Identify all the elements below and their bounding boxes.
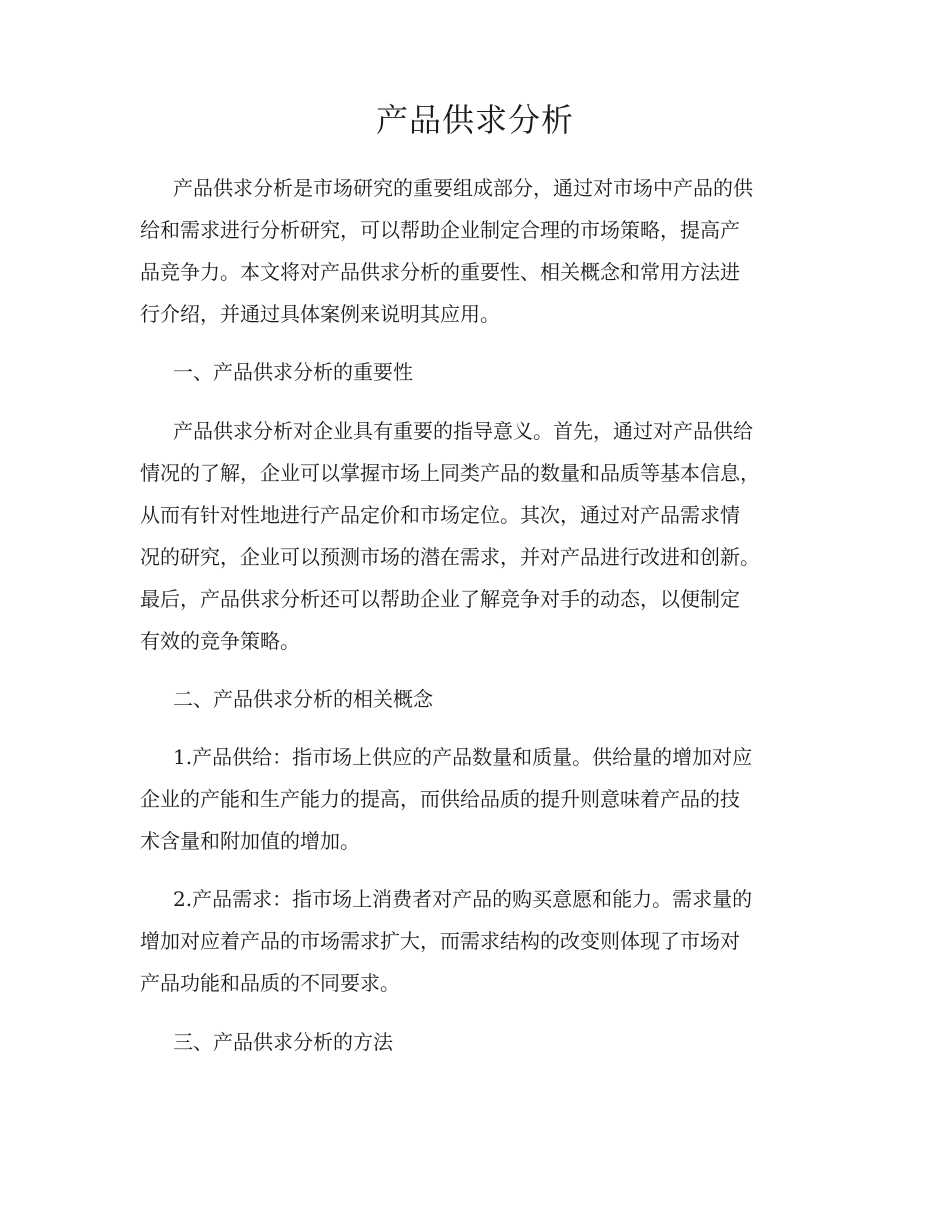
intro-line: 品竞争力。本文将对产品供求分析的重要性、相关概念和常用方法进 [140,260,740,284]
paragraph-line: 2.产品需求：指市场上消费者对产品的购买意愿和能力。需求量的 [173,887,753,911]
section-heading-importance: 一、产品供求分析的重要性 [173,360,413,384]
paragraph-line: 1.产品供给：指市场上供应的产品数量和质量。供给量的增加对应 [173,745,753,769]
paragraph-line: 增加对应着产品的市场需求扩大，而需求结构的改变则体现了市场对 [140,929,740,953]
paragraph-line: 有效的竞争策略。 [140,629,300,653]
paragraph-line: 最后，产品供求分析还可以帮助企业了解竞争对手的动态，以便制定 [140,587,740,611]
paragraph-line: 产品功能和品质的不同要求。 [140,971,400,995]
section-heading-methods: 三、产品供求分析的方法 [173,1030,393,1054]
intro-line: 产品供求分析是市场研究的重要组成部分，通过对市场中产品的供 [173,176,753,200]
intro-line: 行介绍，并通过具体案例来说明其应用。 [140,302,500,326]
document-title: 产品供求分析 [375,101,574,139]
paragraph-line: 产品供求分析对企业具有重要的指导意义。首先，通过对产品供给 [173,419,753,443]
intro-line: 给和需求进行分析研究，可以帮助企业制定合理的市场策略，提高产 [140,218,740,242]
section-heading-concepts: 二、产品供求分析的相关概念 [173,687,433,711]
paragraph-line: 企业的产能和生产能力的提高，而供给品质的提升则意味着产品的技 [140,787,740,811]
paragraph-line: 从而有针对性地进行产品定价和市场定位。其次，通过对产品需求情 [140,503,740,527]
paragraph-line: 术含量和附加值的增加。 [140,829,360,853]
paragraph-line: 情况的了解，企业可以掌握市场上同类产品的数量和品质等基本信息， [140,461,760,485]
paragraph-line: 况的研究，企业可以预测市场的潜在需求，并对产品进行改进和创新。 [140,545,760,569]
